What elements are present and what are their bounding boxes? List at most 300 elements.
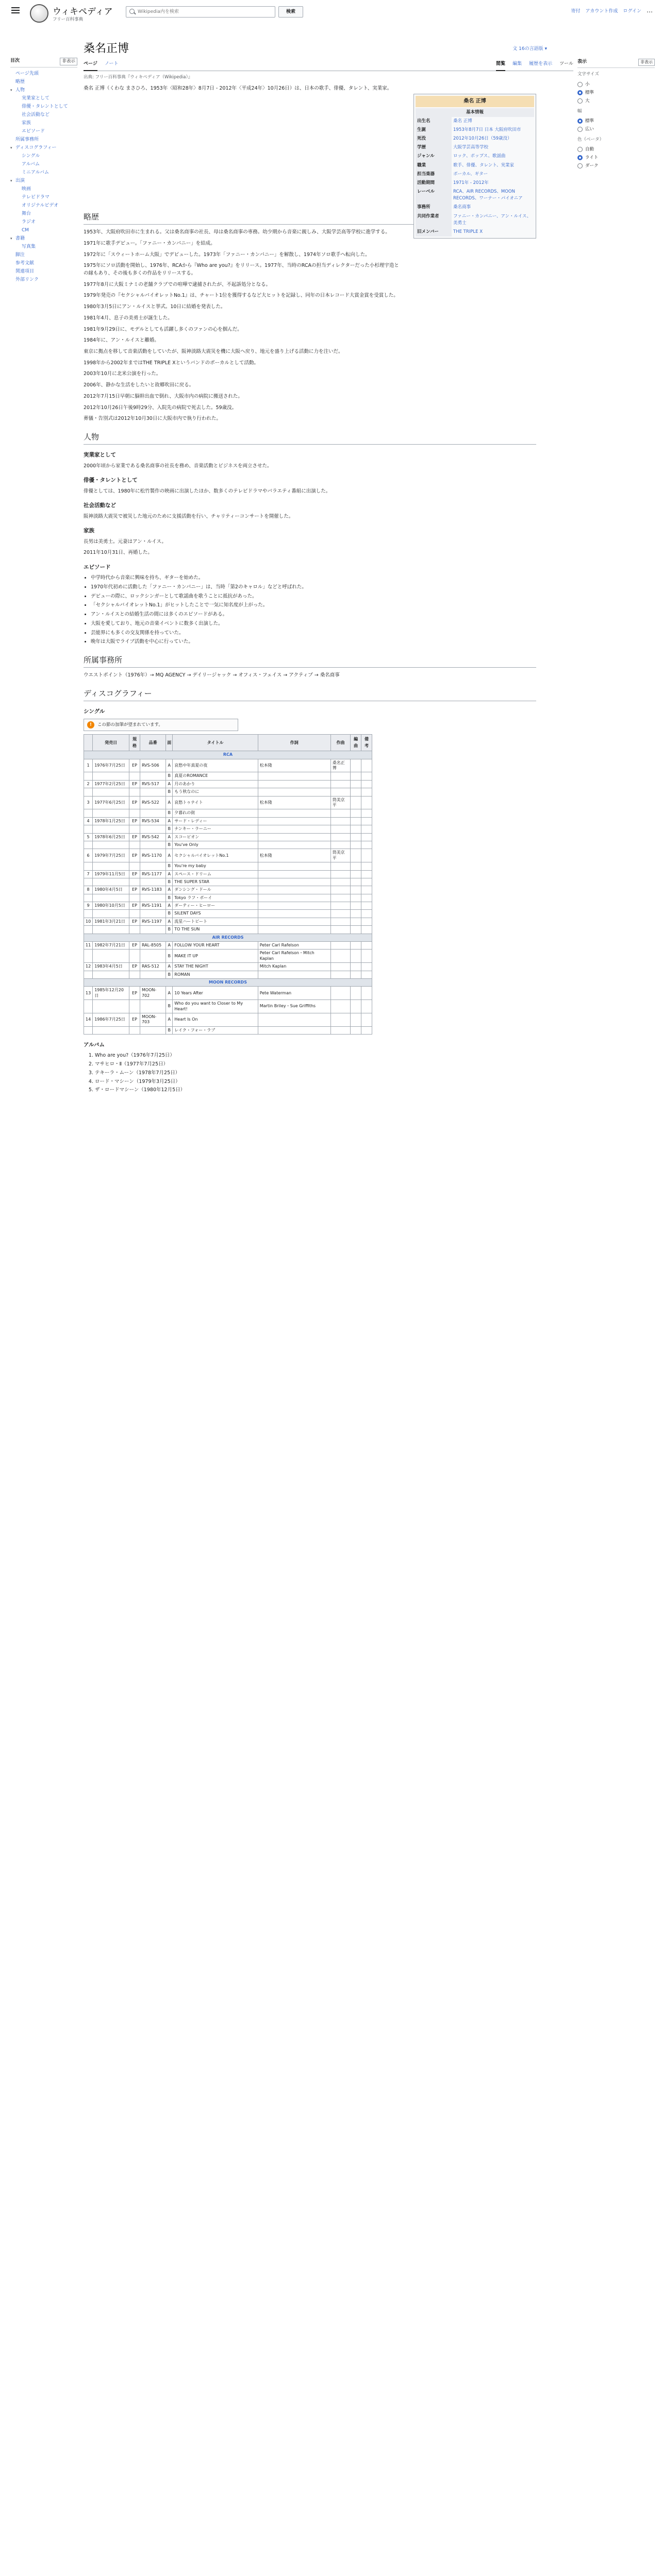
cell-side: B [166, 1026, 173, 1034]
cell-title[interactable]: 月のあかり [173, 780, 258, 788]
cell-arr [351, 942, 361, 950]
cell-title[interactable]: もう秋なのに [173, 788, 258, 796]
cell-arr [351, 825, 361, 833]
episode-item: • 芸能界にも多くの交友関係を持っていた。 [91, 630, 539, 637]
radio-selected-icon [577, 155, 583, 160]
cell-title[interactable]: Who do you want to Closer to My Heart! [173, 1000, 258, 1013]
toc-item[interactable] [10, 168, 77, 177]
album-item[interactable]: 2. マサヒロ・Ⅱ（1977年7月25日） [95, 1061, 573, 1069]
tab-talk[interactable]: ノート [104, 61, 119, 67]
cell-title[interactable]: 哀愁トゥナイト [173, 796, 258, 809]
cell-lyr[interactable] [258, 841, 330, 849]
album-item[interactable]: 4. ロード・マシーン（1979年3月25日） [95, 1078, 573, 1086]
cell-no [84, 788, 93, 796]
cell-lyr[interactable] [258, 780, 330, 788]
cell-fmt: EP [129, 870, 140, 878]
cell-lyr[interactable] [258, 1013, 330, 1026]
cell-title[interactable]: You're my baby [173, 862, 258, 870]
toc-item-label: 参考文献 [15, 261, 35, 266]
cell-side: A [166, 902, 173, 910]
history-paragraph: 葬儀・告別式は2012年10月30日に大阪市内で執り行われた。 [84, 416, 221, 422]
cell-comp[interactable] [330, 780, 351, 788]
toc-item-label: 略歴 [15, 79, 25, 85]
cell-comp[interactable] [330, 1026, 351, 1034]
cell-cat [140, 910, 166, 918]
cell-cat: RVS-517 [140, 780, 166, 788]
option-label: ダーク [585, 163, 599, 168]
cell-date: 1981年3月21日 [93, 918, 129, 925]
infobox-row [416, 117, 534, 126]
cell-lyr[interactable] [258, 1026, 330, 1034]
cell-comp[interactable] [330, 1000, 351, 1013]
cell-date [93, 772, 129, 780]
cell-arr [351, 894, 361, 902]
label-row [84, 751, 372, 759]
cell-comp[interactable] [330, 886, 351, 894]
cell-title[interactable]: 夕暮れの街 [173, 809, 258, 817]
history-section [84, 211, 403, 571]
cell-lyr[interactable] [258, 772, 330, 780]
cell-title[interactable]: You've Only [173, 841, 258, 849]
cell-title[interactable]: 流星ハートビート [173, 918, 258, 925]
toc-title: 目次 [10, 58, 20, 63]
cell-comp[interactable] [330, 862, 351, 870]
cell-comp[interactable] [330, 825, 351, 833]
office-paragraph: ウエストポイント（1976年）→ MQ AGENCY → デイリージャック → オフィス・フェイス → アクティブ → 桑名商事 [84, 672, 340, 679]
cell-no: 1 [84, 759, 93, 772]
episode-item: • アン・ルイスとの結婚生活の間には多くのエピソードがある。 [91, 611, 539, 619]
history-paragraph: 1980年3月5日にアン・ルイスと挙式。10日に結婚を発表した。 [84, 304, 226, 310]
toc-item[interactable] [10, 276, 77, 284]
cell-lyr[interactable]: Mitch Kaplan [258, 963, 330, 971]
history-paragraph: 1981年4月、息子の美勇士が誕生した。 [84, 315, 173, 321]
search-icon [126, 7, 138, 17]
cell-date: 1979年11月5日 [93, 870, 129, 878]
cell-comp[interactable] [330, 870, 351, 878]
cell-lyr[interactable]: 松本隆 [258, 759, 330, 772]
history-paragraph: 2003年10月に北米公演を行った。 [84, 371, 161, 377]
cell-note [361, 918, 372, 925]
album-item[interactable]: 5. ザ・ロードマシーン（1980年12月5日） [95, 1087, 573, 1094]
donate-link[interactable]: 寄付 [571, 9, 581, 14]
album-item[interactable]: 3. テキーラ・ムーン（1978年7月25日） [95, 1070, 573, 1077]
cell-comp[interactable] [330, 910, 351, 918]
toc-item[interactable] [10, 177, 77, 185]
more-options-icon[interactable]: ⋯ [647, 8, 653, 15]
toc-item[interactable] [10, 267, 77, 276]
cell-arr [351, 918, 361, 925]
toc-item[interactable] [10, 152, 77, 160]
cell-lyr[interactable]: Peter Carl Rafelson・Mitch Kaplan [258, 950, 330, 963]
infobox-row [416, 161, 534, 170]
cell-date [93, 788, 129, 796]
cell-fmt: EP [129, 796, 140, 809]
cell-cat [140, 878, 166, 886]
cell-arr [351, 1013, 361, 1026]
toc-item-label: 書籍 [15, 236, 25, 242]
toc-item[interactable] [10, 78, 77, 86]
cell-lyr[interactable]: Martin Briley・Sue Griffiths [258, 1000, 330, 1013]
cell-comp[interactable] [330, 809, 351, 817]
cell-title[interactable]: FOLLOW YOUR HEART [173, 942, 258, 950]
cell-comp[interactable] [330, 942, 351, 950]
toc-item[interactable] [10, 234, 77, 243]
toc-item[interactable] [10, 103, 77, 111]
cell-comp[interactable] [330, 902, 351, 910]
infobox-value[interactable]: 桑名商事 [453, 205, 471, 210]
cell-title[interactable]: スコーピオン [173, 833, 258, 841]
color-auto-option[interactable] [577, 145, 655, 154]
cell-date [93, 971, 129, 978]
text-size-small-option[interactable] [577, 80, 655, 89]
history-paragraph: 1984年に、アン・ルイスと離婚。 [84, 337, 159, 344]
cell-fmt [129, 809, 140, 817]
toc-item-label: 外部リンク [15, 277, 39, 283]
cell-title[interactable]: ナンキー・ラーニー [173, 825, 258, 833]
cell-note [361, 825, 372, 833]
label-name[interactable]: AIR RECORDS [84, 934, 372, 941]
cell-note [361, 788, 372, 796]
toc-item[interactable] [10, 144, 77, 152]
cell-note [361, 987, 372, 1000]
text-size-standard-option[interactable] [577, 89, 655, 97]
width-standard-option[interactable] [577, 117, 655, 125]
cell-cat [140, 862, 166, 870]
cell-comp[interactable] [330, 894, 351, 902]
cell-arr [351, 841, 361, 849]
cell-lyr[interactable] [258, 862, 330, 870]
table-row [84, 870, 372, 878]
create-account-link[interactable]: アカウント作成 [585, 9, 618, 14]
cell-date: 1985年12月20日 [93, 987, 129, 1000]
language-button[interactable]: 文 16の言語版 ▾ [512, 46, 547, 52]
label-name[interactable]: RCA [84, 751, 372, 759]
cell-comp[interactable] [330, 878, 351, 886]
history-paragraph: 東京に拠点を移して音楽活動をしていたが、阪神淡路大震災を機に大阪へ戻り、地元を盛り上げる活動に力を注いだ。 [84, 349, 343, 355]
toc-item[interactable] [10, 86, 77, 94]
cell-title[interactable]: TO THE SUN [173, 926, 258, 934]
cell-title[interactable]: 真夏のROMANCE [173, 772, 258, 780]
cell-title[interactable]: ダンシング・ドール [173, 886, 258, 894]
cell-side: A [166, 833, 173, 841]
toc-toggle-icon[interactable]: ▾ [10, 88, 12, 93]
cell-fmt: EP [129, 817, 140, 825]
cell-note [361, 833, 372, 841]
width-wide-option[interactable] [577, 125, 655, 133]
option-label: 広い [585, 126, 594, 132]
search-button[interactable]: 検索 [278, 6, 303, 18]
toc-item[interactable] [10, 201, 77, 210]
cell-title[interactable]: THE SUPER STAR [173, 878, 258, 886]
toc-item[interactable] [10, 94, 77, 103]
toc-item[interactable] [10, 218, 77, 226]
history-paragraph: 1979年発売の『セクシャルバイオレットNo.1』は、チャート1位を獲得するなど大ヒットを記録し、同年の日本レコード大賞金賞を受賞した。 [84, 293, 399, 299]
cell-no: 9 [84, 902, 93, 910]
toc-item[interactable] [10, 185, 77, 193]
cell-fmt [129, 1000, 140, 1013]
infobox-row [416, 188, 534, 203]
appearance-hide-button[interactable]: 非表示 [638, 59, 655, 66]
table-header: 面 [166, 735, 173, 751]
cell-lyr[interactable]: Pete Waterman [258, 987, 330, 1000]
cell-arr [351, 788, 361, 796]
cell-comp[interactable]: 筒美京平 [330, 849, 351, 862]
cell-cat [140, 825, 166, 833]
cell-fmt [129, 878, 140, 886]
cell-lyr[interactable] [258, 910, 330, 918]
toc-item-label: CM [22, 228, 29, 233]
cell-note [361, 849, 372, 862]
table-row [84, 1000, 372, 1013]
toc-toggle-icon[interactable]: ▾ [10, 236, 12, 241]
text-size-large-option[interactable] [577, 97, 655, 105]
cell-comp[interactable] [330, 971, 351, 978]
table-row [84, 759, 372, 772]
toc-item[interactable] [10, 160, 77, 168]
cell-cat: RVS-506 [140, 759, 166, 772]
cell-date: 1976年7月25日 [93, 759, 129, 772]
table-row [84, 862, 372, 870]
cell-lyr[interactable] [258, 902, 330, 910]
cleanup-notice [84, 719, 238, 731]
table-row [84, 963, 372, 971]
cell-title[interactable]: セクシャルバイオレットNo.1 [173, 849, 258, 862]
infobox-value[interactable]: 桑名 正博 [453, 118, 472, 124]
cell-note [361, 878, 372, 886]
cell-cat: RVS-1197 [140, 918, 166, 925]
search-input[interactable] [138, 7, 275, 16]
table-row [84, 788, 372, 796]
cell-note [361, 841, 372, 849]
infobox-value[interactable]: RCA、AIR RECORDS、MOON RECORDS、ワーナー・パイオニア [453, 189, 523, 201]
label-name[interactable]: MOON RECORDS [84, 978, 372, 986]
toc-item[interactable] [10, 127, 77, 135]
subheading-episode: エピソード [84, 564, 111, 570]
cell-date [93, 1026, 129, 1034]
radio-icon [577, 127, 583, 132]
table-row [84, 950, 372, 963]
cell-comp[interactable] [330, 963, 351, 971]
toc-item[interactable] [10, 70, 77, 78]
cell-comp[interactable] [330, 841, 351, 849]
cell-date [93, 894, 129, 902]
cell-date: 1986年7月25日 [93, 1013, 129, 1026]
globe-logo-icon [30, 4, 48, 23]
infobox-subheader: 基本情報 [416, 108, 534, 117]
toc-sidebar [10, 58, 77, 284]
infobox-value[interactable]: 歌手、俳優、タレント、実業家 [453, 162, 515, 168]
main-menu-icon[interactable] [11, 7, 20, 13]
table-header: 規格 [129, 735, 140, 751]
cell-date: 1982年7月21日 [93, 942, 129, 950]
cell-comp[interactable] [330, 788, 351, 796]
cell-comp[interactable] [330, 950, 351, 963]
cell-comp[interactable] [330, 833, 351, 841]
cell-lyr[interactable] [258, 878, 330, 886]
cell-comp[interactable] [330, 772, 351, 780]
cell-fmt: EP [129, 963, 140, 971]
cell-lyr[interactable] [258, 894, 330, 902]
cell-note [361, 796, 372, 809]
infobox-value[interactable]: 大阪学芸高等学校 [453, 145, 489, 150]
cell-comp[interactable] [330, 926, 351, 934]
cell-lyr[interactable]: 松本隆 [258, 849, 330, 862]
toc-item[interactable] [10, 135, 77, 144]
table-row [84, 833, 372, 841]
cell-arr [351, 870, 361, 878]
cell-side: A [166, 849, 173, 862]
tab-read[interactable]: 閲覧 [496, 59, 505, 71]
cell-note [361, 780, 372, 788]
cell-title[interactable]: 哀愁中年真夏の夜 [173, 759, 258, 772]
infobox-value[interactable]: 2012年10月26日（59歳没） [453, 136, 512, 142]
login-link[interactable]: ログイン [623, 9, 641, 14]
cell-side: B [166, 809, 173, 817]
history-paragraph: 1998年から2002年まではTHE TRIPLE Xというバンドのボーカルとして活動。 [84, 360, 259, 366]
appearance-header [577, 59, 655, 68]
cell-title[interactable]: 10 Years After [173, 987, 258, 1000]
cell-no: 5 [84, 833, 93, 841]
cell-note [361, 910, 372, 918]
office-section [84, 654, 403, 731]
toc-item[interactable] [10, 251, 77, 259]
toc-toggle-icon[interactable]: ▾ [10, 179, 12, 183]
toc-item-label: 人物 [15, 88, 25, 93]
toc-item-label: 脚注 [15, 252, 25, 258]
option-label: 大 [585, 98, 590, 104]
cell-note [361, 902, 372, 910]
toc-item[interactable] [10, 210, 77, 218]
toc-item[interactable] [10, 111, 77, 119]
infobox-key: 学歴 [416, 143, 452, 152]
cell-date [93, 809, 129, 817]
tab-tools[interactable]: ツール [559, 61, 573, 67]
cell-fmt: EP [129, 833, 140, 841]
cell-side: B [166, 772, 173, 780]
cell-comp[interactable] [330, 987, 351, 1000]
cell-title[interactable]: Tokyo ラフ・ボーイ [173, 894, 258, 902]
history-paragraph: 2012年7月15日早朝に脳幹出血で倒れ、大阪市内の病院に搬送された。 [84, 393, 243, 399]
infobox-value[interactable]: THE TRIPLE X [453, 229, 483, 234]
cell-fmt: EP [129, 886, 140, 894]
cell-lyr[interactable] [258, 886, 330, 894]
cell-comp[interactable] [330, 817, 351, 825]
cell-note [361, 862, 372, 870]
cell-arr [351, 809, 361, 817]
infobox-value[interactable]: ロック、ポップス、歌謡曲 [453, 154, 506, 159]
cell-side: B [166, 894, 173, 902]
cell-lyr[interactable]: 松本隆 [258, 796, 330, 809]
cell-title[interactable]: サード・レディー [173, 817, 258, 825]
toc-item[interactable] [10, 226, 77, 234]
table-row [84, 878, 372, 886]
section-heading-discography: ディスコグラフィー [84, 688, 536, 701]
cell-note [361, 894, 372, 902]
cell-lyr[interactable] [258, 870, 330, 878]
cell-side: A [166, 1013, 173, 1026]
tab-history[interactable]: 履歴を表示 [529, 61, 553, 67]
infobox-value[interactable]: ボーカル、ギター [453, 171, 488, 177]
cell-comp[interactable]: 桑名正博 [330, 759, 351, 772]
cell-no [84, 971, 93, 978]
cell-fmt [129, 926, 140, 934]
cell-comp[interactable]: 筒美京平 [330, 796, 351, 809]
cell-date [93, 862, 129, 870]
cell-no: 7 [84, 870, 93, 878]
cell-side: B [166, 862, 173, 870]
episode-item: • デビューの際に、ロックシンガーとして歌謡曲を歌うことに抵抗があった。 [91, 593, 539, 601]
infobox-value[interactable]: ファニー・カンパニー、アン・ルイス、美勇士 [453, 213, 532, 226]
infobox-value[interactable]: 1953年8月7日 日本 大阪府吹田市 [453, 127, 521, 132]
table-row [84, 918, 372, 925]
color-dark-option[interactable] [577, 162, 655, 170]
cell-title[interactable]: ROMAN [173, 971, 258, 978]
infobox-key: レーベル [416, 188, 452, 203]
cell-comp[interactable] [330, 1013, 351, 1026]
site-logo[interactable] [30, 3, 138, 24]
cell-fmt [129, 788, 140, 796]
cell-title[interactable]: STAY THE NIGHT [173, 963, 258, 971]
toc-item[interactable] [10, 193, 77, 201]
table-header: 備考 [361, 735, 372, 751]
cell-lyr[interactable]: Peter Carl Rafelson [258, 942, 330, 950]
cell-note [361, 1013, 372, 1026]
cell-cat: RAL-8505 [140, 942, 166, 950]
color-light-option[interactable] [577, 154, 655, 162]
cell-fmt: EP [129, 780, 140, 788]
toc-item[interactable] [10, 259, 77, 267]
tab-edit[interactable]: 編集 [512, 61, 522, 67]
toc-item[interactable] [10, 119, 77, 127]
cell-lyr[interactable] [258, 971, 330, 978]
cell-title[interactable]: SILENT DAYS [173, 910, 258, 918]
cell-title[interactable]: MAKE IT UP [173, 950, 258, 963]
album-item[interactable]: 1. Who are you?（1976年7月25日） [95, 1052, 573, 1060]
cell-note [361, 971, 372, 978]
cell-title[interactable]: ダーティー・ヒーロー [173, 902, 258, 910]
cell-note [361, 817, 372, 825]
toc-list [10, 70, 77, 284]
toc-item[interactable] [10, 243, 77, 251]
cell-fmt [129, 950, 140, 963]
toc-item-label: 映画 [22, 187, 31, 192]
cell-comp[interactable] [330, 918, 351, 925]
cell-lyr[interactable] [258, 788, 330, 796]
cell-title[interactable]: スペース・ドリーム [173, 870, 258, 878]
cell-lyr[interactable] [258, 817, 330, 825]
toc-toggle-icon[interactable]: ▾ [10, 146, 12, 150]
cell-cat [140, 772, 166, 780]
article-body [84, 85, 403, 93]
toc-hide-button[interactable]: 非表示 [60, 58, 77, 65]
toc-item-label: アルバム [22, 162, 40, 167]
cell-lyr[interactable] [258, 926, 330, 934]
cell-lyr[interactable] [258, 825, 330, 833]
cell-fmt [129, 1026, 140, 1034]
tab-page[interactable]: ページ [84, 59, 97, 71]
section-heading-office: 所属事務所 [84, 654, 536, 668]
cell-date [93, 825, 129, 833]
cell-lyr[interactable] [258, 833, 330, 841]
toc-item-label: ミニアルバム [22, 170, 49, 176]
cell-lyr[interactable] [258, 809, 330, 817]
infobox-value[interactable]: 1971年 - 2012年 [453, 180, 489, 185]
cell-lyr[interactable] [258, 918, 330, 925]
cell-title[interactable]: レイク・フォー・ラブ [173, 1026, 258, 1034]
toc-item-label: 関連項目 [15, 269, 35, 275]
cell-arr [351, 987, 361, 1000]
cell-title[interactable]: Heart Is On [173, 1013, 258, 1026]
